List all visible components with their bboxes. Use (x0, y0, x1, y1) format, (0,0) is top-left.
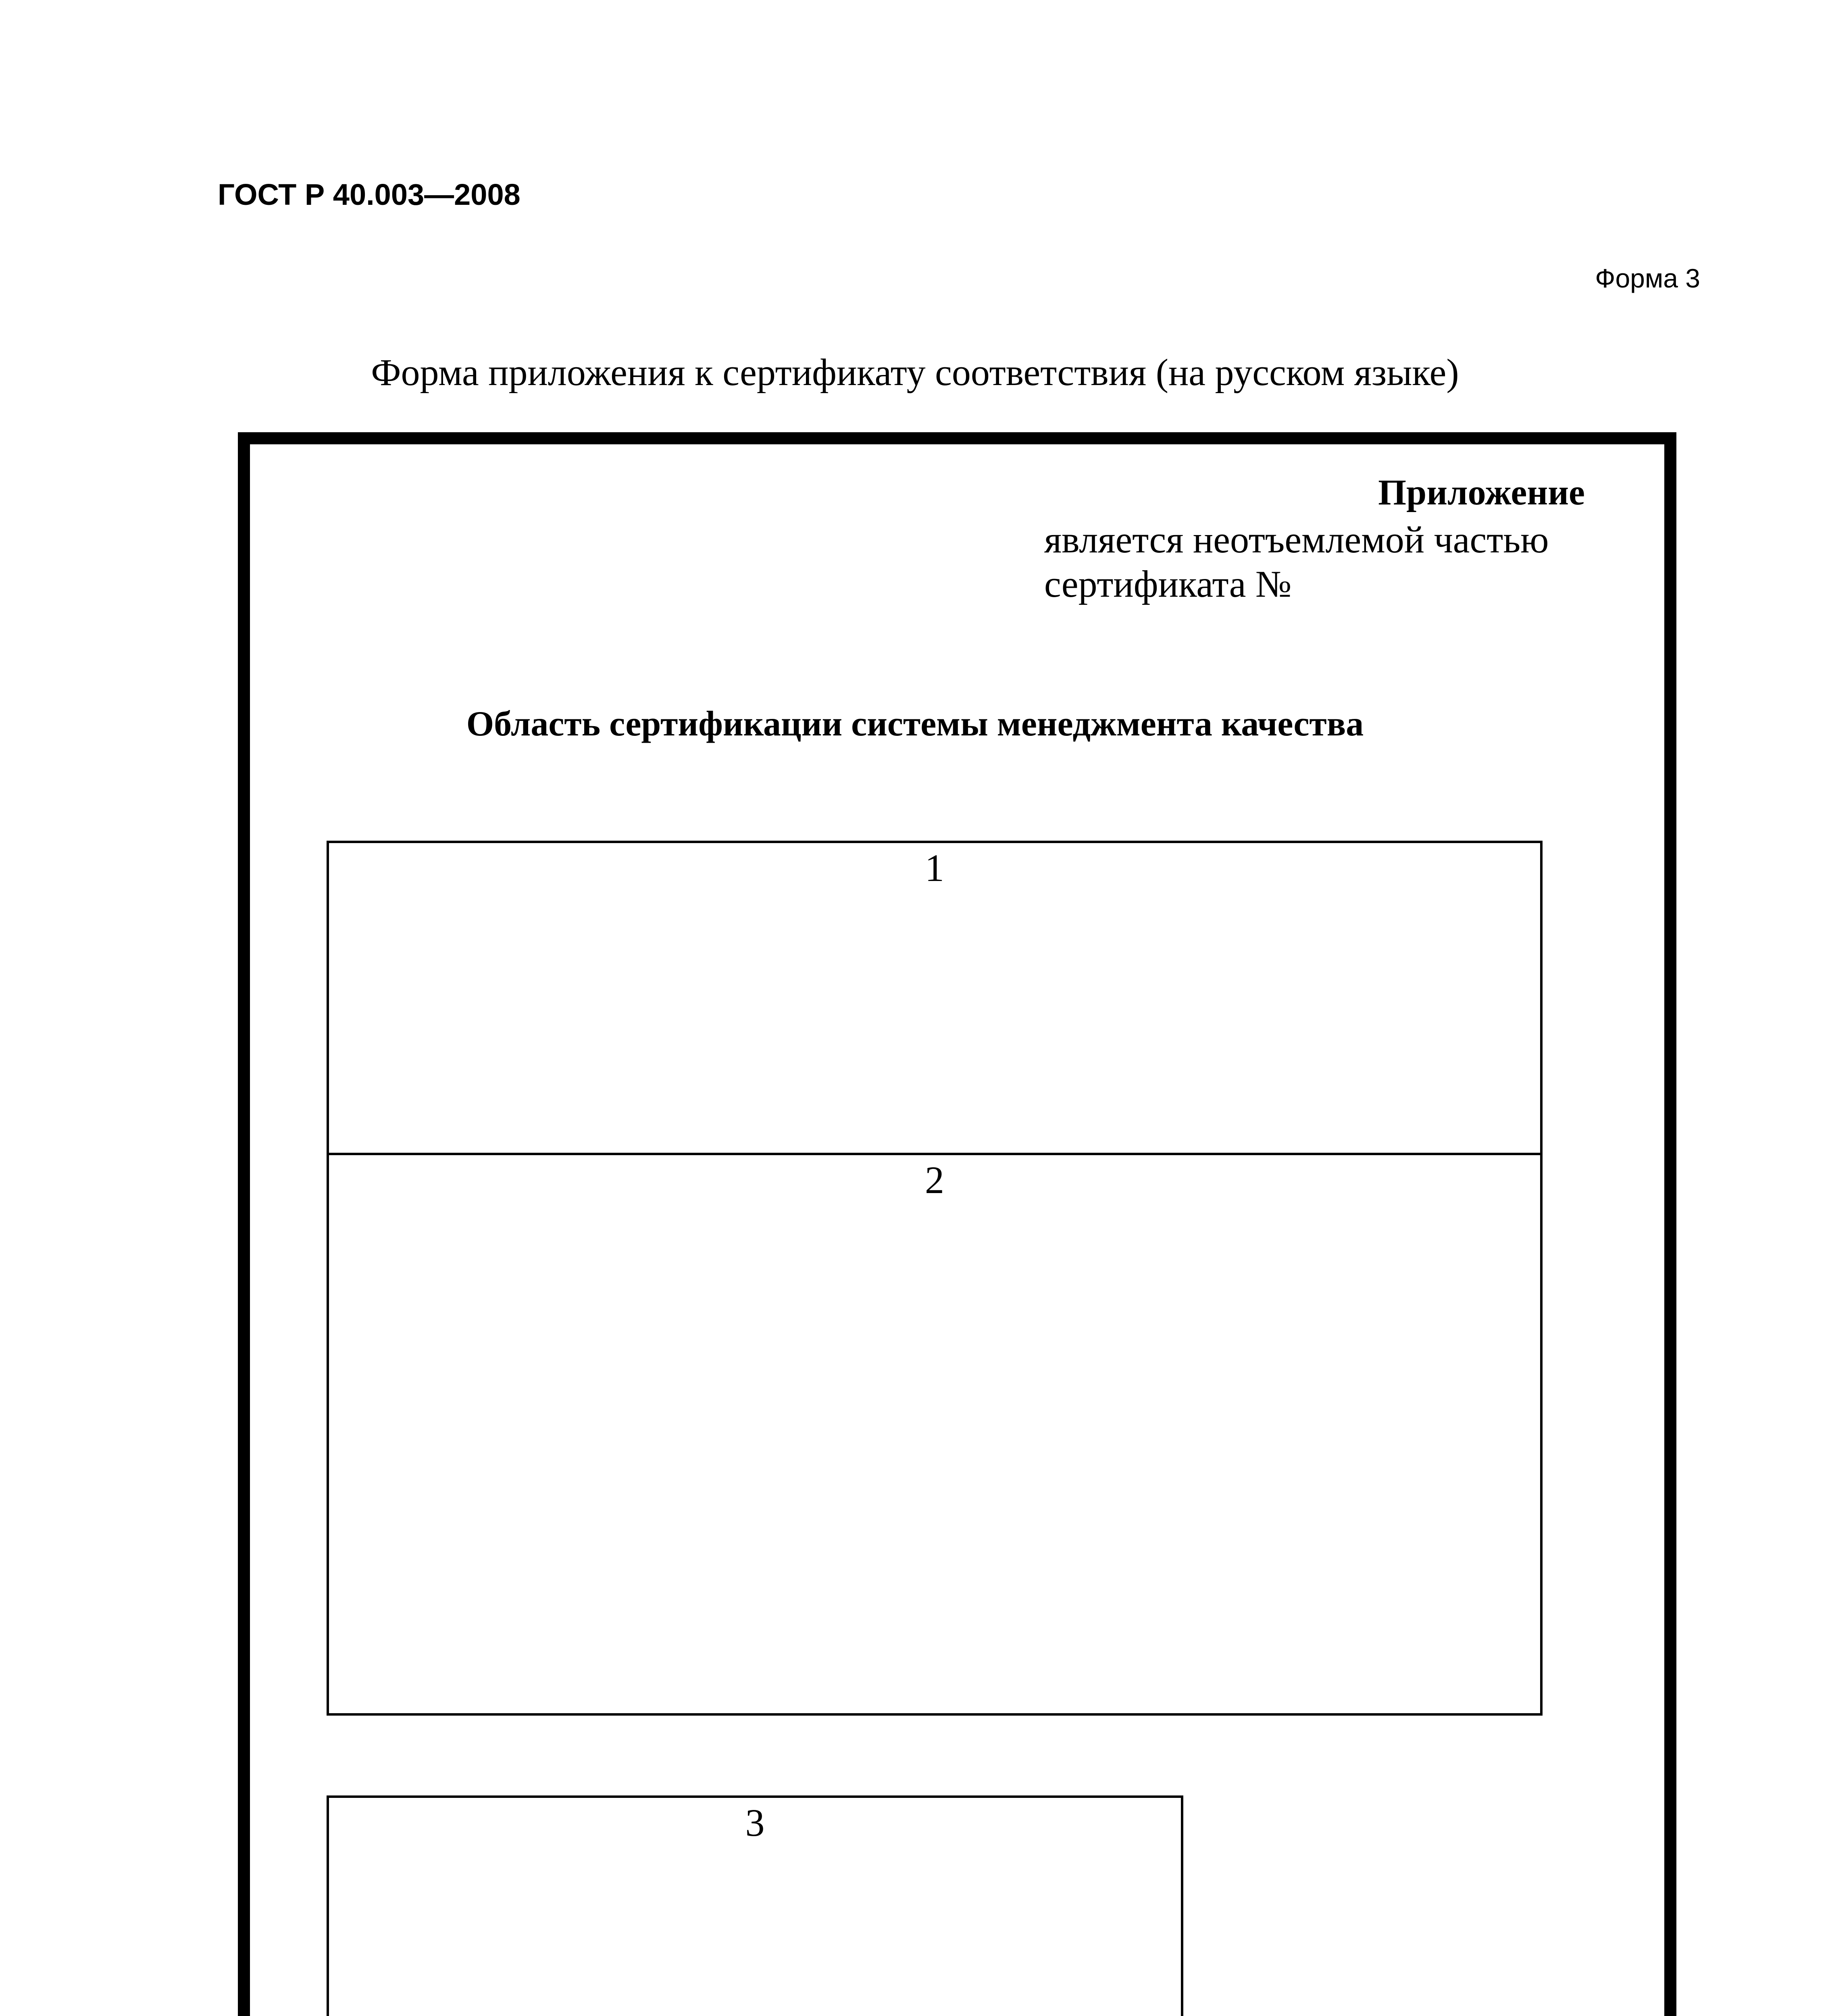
form-title: Форма приложения к сертификату соответствия (на русском языке) (371, 352, 1459, 394)
appendix-heading: Приложение (1378, 473, 1585, 512)
form-label: Форма 3 (1595, 263, 1700, 293)
field-box-number: 3 (745, 1801, 765, 1844)
field-box-2 (327, 1153, 1543, 1716)
document-code: ГОСТ Р 40.003—2008 (218, 178, 520, 211)
appendix-text-line-2: сертификата № (1044, 563, 1292, 605)
appendix-text-line-1: является неотъемлемой частью (1044, 519, 1549, 561)
field-box-number: 2 (925, 1158, 944, 1202)
field-box-number: 1 (925, 846, 944, 889)
scope-heading: Область сертификации системы менеджмента качества (466, 704, 1364, 744)
field-box-1 (327, 841, 1543, 1155)
field-box-3 (327, 1795, 1183, 2016)
